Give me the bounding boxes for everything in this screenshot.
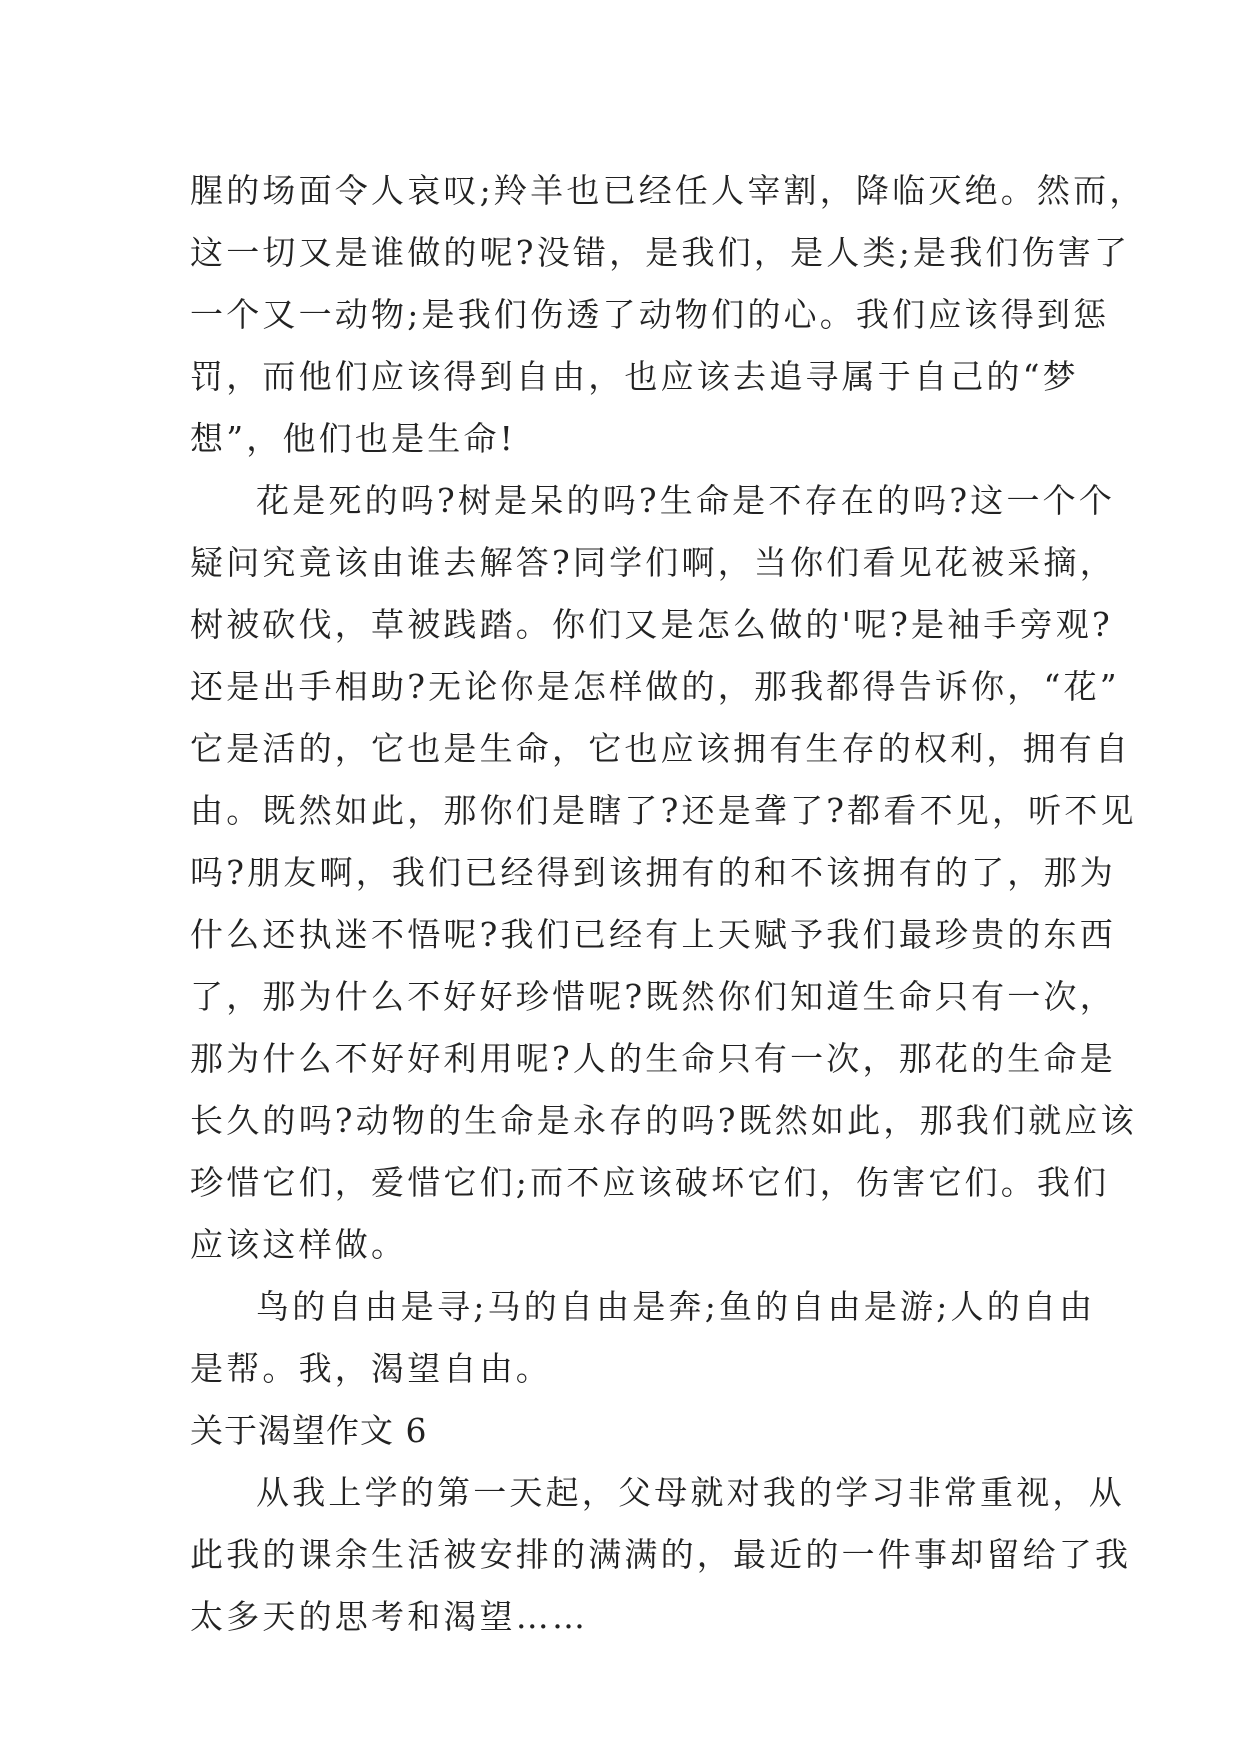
text-line: 长久的吗?动物的生命是永存的吗?既然如此，那我们就应该 — [190, 1101, 1137, 1140]
text-line: 是帮。我，渴望自由。 — [190, 1349, 552, 1388]
text-line: 树被砍伐，草被践踏。你们又是怎么做的'呢?是袖手旁观? — [190, 605, 1113, 644]
text-line: 一个又一动物;是我们伤透了动物们的心。我们应该得到惩 — [190, 295, 1110, 334]
text-line: 罚，而他们应该得到自由，也应该去追寻属于自己的“梦 — [190, 357, 1079, 396]
paragraph-first-line: 鸟的自由是寻;马的自由是奔;鱼的自由是游;人的自由 — [256, 1287, 1096, 1326]
text-line: 这一切又是谁做的呢?没错，是我们，是人类;是我们伤害了 — [190, 233, 1131, 272]
text-line: 想”，他们也是生命! — [190, 419, 517, 458]
text-line: 应该这样做。 — [190, 1225, 408, 1264]
text-line: 什么还执迷不悟呢?我们已经有上天赋予我们最珍贵的东西 — [190, 915, 1116, 954]
text-line: 吗?朋友啊，我们已经得到该拥有的和不该拥有的了，那为 — [190, 853, 1116, 892]
text-line: 那为什么不好好利用呢?人的生命只有一次，那花的生命是 — [190, 1039, 1116, 1078]
paragraph-first-line: 花是死的吗?树是呆的吗?生命是不存在的吗?这一个个 — [256, 481, 1116, 520]
text-line: 疑问究竟该由谁去解答?同学们啊，当你们看见花被采摘， — [190, 543, 1116, 582]
text-line: 珍惜它们，爱惜它们;而不应该破坏它们，伤害它们。我们 — [190, 1163, 1110, 1202]
text-line: 太多天的思考和渴望…… — [190, 1597, 589, 1636]
text-line: 它是活的，它也是生命，它也应该拥有生存的权利，拥有自 — [190, 729, 1132, 768]
text-line: 了，那为什么不好好珍惜呢?既然你们知道生命只有一次， — [190, 977, 1116, 1016]
paragraph-first-line: 从我上学的第一天起，父母就对我的学习非常重视，从 — [256, 1473, 1125, 1512]
document-page — [190, 160, 1146, 1648]
text-line: 还是出手相助?无论你是怎样做的，那我都得告诉你，“花” — [190, 667, 1120, 706]
text-line: 腥的场面令人哀叹;羚羊也已经任人宰割，降临灭绝。然而， — [190, 171, 1146, 210]
text-line: 此我的课余生活被安排的满满的，最近的一件事却留给了我 — [190, 1535, 1132, 1574]
text-line: 由。既然如此，那你们是瞎了?还是聋了?都看不见，听不见 — [190, 791, 1137, 830]
section-heading: 关于渴望作文 6 — [190, 1411, 428, 1450]
